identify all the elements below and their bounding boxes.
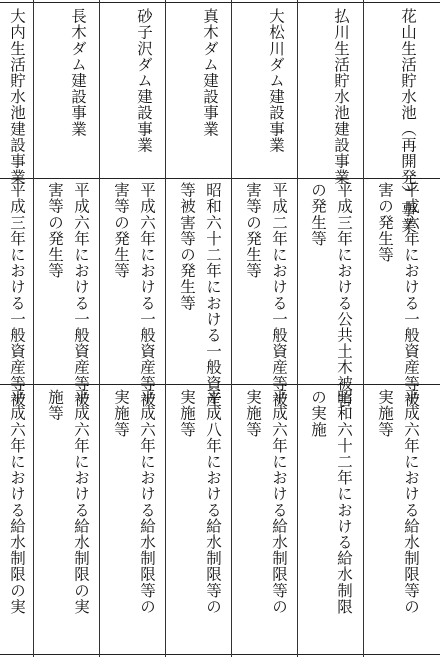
project-measure: 平成六年における給水制限の実 [8, 389, 26, 615]
project-column-2 [305, 0, 371, 657]
project-cause: 平成三年における一般資産等被 [8, 182, 26, 408]
project-cause: 平成二年における一般資産等被 害等の発生等 [244, 182, 288, 408]
project-column-7 [0, 0, 33, 657]
project-name: 真木ダム建設事業 [201, 8, 219, 137]
project-name: 長木ダム建設事業 [69, 8, 87, 137]
project-column-1 [372, 0, 438, 657]
project-name: 払川生活貯水池建設事業 [332, 8, 350, 186]
project-cause: 平成六年における一般資産等被 害の発生等 [376, 182, 420, 408]
project-measure: 平成六年における給水制限等の 実施等 [112, 389, 156, 615]
project-name: 花山生活貯水池（再開発）事業 [399, 8, 417, 234]
project-name: 砂子沢ダム建設事業 [135, 8, 153, 153]
project-column-6 [42, 0, 108, 657]
project-column-3 [240, 0, 306, 657]
project-measure: 平成六年における給水制限等の 実施等 [376, 389, 420, 615]
project-cause: 昭和六十二年における一般資産 等被害等の発生等 [178, 182, 222, 408]
project-measure: 平成八年における給水制限等の 実施等 [178, 389, 222, 615]
project-column-4 [174, 0, 240, 657]
project-cause: 平成三年における公共土木被害 の発生等 [309, 182, 353, 408]
project-measure: 平成六年における給水制限の実 施等 [46, 389, 90, 615]
project-cause: 平成六年における一般資産等被 害等の発生等 [112, 182, 156, 408]
project-name: 大松川ダム建設事業 [267, 8, 285, 153]
project-measure: 平成六年における給水制限等の 実施等 [244, 389, 288, 615]
project-name: 大内生活貯水池建設事業 [8, 8, 26, 186]
project-cause: 平成六年における一般資産等被 害等の発生等 [46, 182, 90, 408]
column-separator [33, 0, 34, 657]
project-measure: 昭和六十二年における給水制限 の実施 [309, 389, 353, 615]
project-column-5 [108, 0, 174, 657]
